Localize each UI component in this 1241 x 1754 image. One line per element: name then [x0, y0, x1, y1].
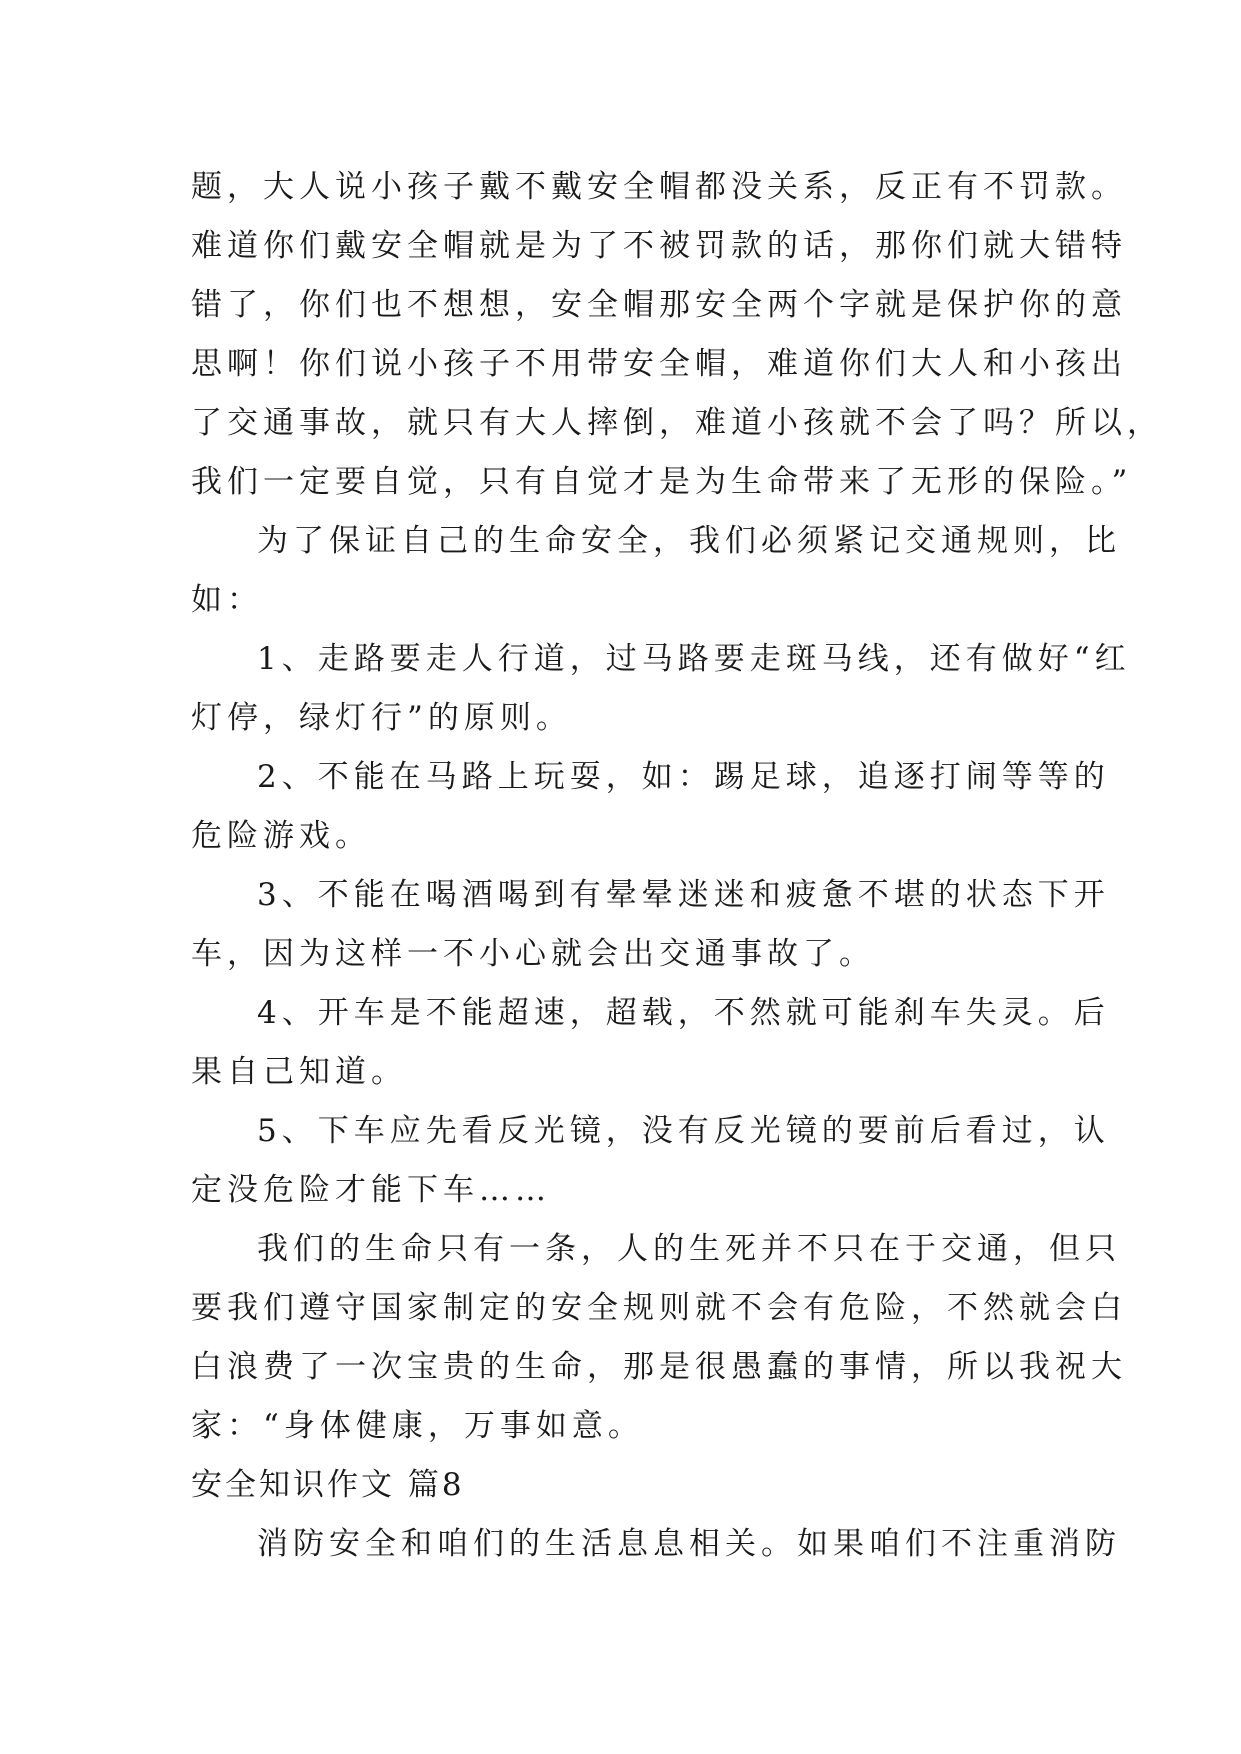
rule-item-3: 3、不能在喝酒喝到有晕晕迷迷和疲惫不堪的状态下开: [257, 877, 1110, 913]
text-line: 了交通事故，就只有大人摔倒，难道小孩就不会了吗？所以，: [191, 405, 1163, 441]
document-body: [191, 158, 1163, 1574]
text-line: 题，大人说小孩子戴不戴安全帽都没关系，反正有不罚款。: [191, 169, 1127, 205]
text-line: 白浪费了一次宝贵的生命，那是很愚蠢的事情，所以我祝大: [191, 1349, 1127, 1385]
rule-item-4: 4、开车是不能超速，超载，不然就可能刹车失灵。后: [257, 995, 1110, 1031]
text-line: 车，因为这样一不小心就会出交通事故了。: [191, 936, 875, 972]
rule-item-1: 1、走路要走人行道，过马路要走斑马线，还有做好“红: [257, 641, 1131, 677]
text-line: 如：: [191, 582, 263, 618]
text-line: 我们一定要自觉，只有自觉才是为生命带来了无形的保险。”: [191, 464, 1133, 500]
text-line: 家：“身体健康，万事如意。: [191, 1408, 644, 1444]
text-line: 要我们遵守国家制定的安全规则就不会有危险，不然就会白: [191, 1290, 1127, 1326]
paragraph-first-line: 我们的生命只有一条，人的生死并不只在于交通，但只: [257, 1231, 1121, 1267]
rule-item-5: 5、下车应先看反光镜，没有反光镜的要前后看过，认: [257, 1113, 1110, 1149]
rule-item-2: 2、不能在马路上玩耍，如：踢足球，追逐打闹等等的: [257, 759, 1110, 795]
paragraph-first-line: 消防安全和咱们的生活息息相关。如果咱们不注重消防: [257, 1526, 1121, 1562]
text-line: 果自己知道。: [191, 1054, 407, 1090]
text-line: 灯停，绿灯行”的原则。: [191, 700, 572, 736]
text-line: 难道你们戴安全帽就是为了不被罚款的话，那你们就大错特: [191, 228, 1127, 264]
text-line: 危险游戏。: [191, 818, 371, 854]
text-line: 思啊！你们说小孩子不用带安全帽，难道你们大人和小孩出: [191, 346, 1127, 382]
section-heading: 安全知识作文 篇8: [191, 1467, 465, 1503]
text-line: 定没危险才能下车……: [191, 1172, 551, 1208]
text-line: 错了，你们也不想想，安全帽那安全两个字就是保护你的意: [191, 287, 1127, 323]
paragraph-first-line: 为了保证自己的生命安全，我们必须紧记交通规则，比: [257, 523, 1121, 559]
